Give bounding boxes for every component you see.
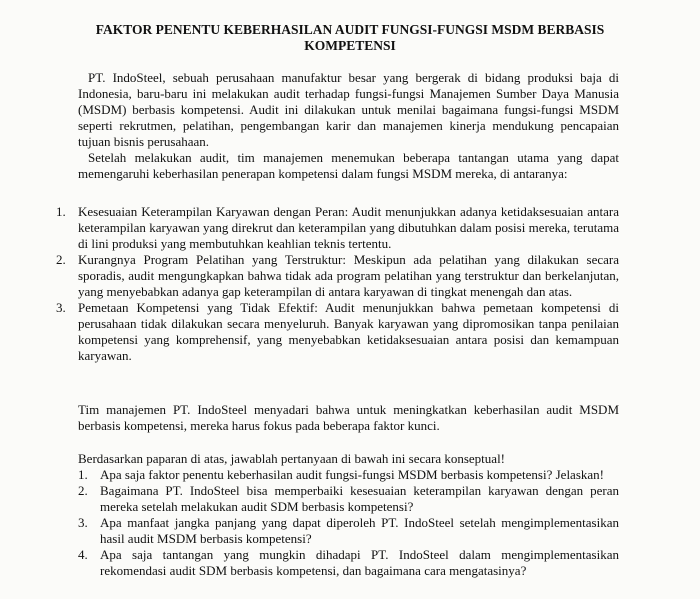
question-text: Bagaimana PT. IndoSteel bisa memperbaiki kesesuaian keterampilan karyawan dengan peran mereka setelah melakukan audit SDM berbasis kompetensi? — [100, 483, 619, 514]
list-item — [78, 547, 619, 579]
audit-paragraph: Setelah melakukan audit, tim manajemen menemukan beberapa tantangan utama yang dapat memengaruhi keberhasilan penerapan kompetensi dalam fungsi MSDM mereka, di antaranya: — [78, 150, 619, 181]
question-text: Apa saja faktor penentu keberhasilan audit fungsi-fungsi MSDM berbasis kompetensi? Jelaskan! — [100, 467, 604, 482]
question-number: 2. — [78, 483, 88, 498]
intro-paragraph: PT. IndoSteel, sebuah perusahaan manufaktur besar yang bergerak di bidang produksi baja di Indonesia, baru-baru ini melakukan audit terhadap fungsi-fungsi Manajemen Sumber Daya Manusia (MSDM) berbasis kompetensi. Audit ini dilakukan untuk menilai bagaimana fungsi-fungsi MSDM seperti rekrutmen, pelatihan, pengembangan karir dan manajemen kinerja mendukung pencapaian tujuan bisnis perusahaan. — [78, 70, 619, 149]
question-number: 1. — [78, 467, 88, 482]
challenge-text: Pemetaan Kompetensi yang Tidak Efektif: Audit menunjukkan bahwa pemetaan kompetensi di perusahaan tidak dilakukan secara menyeluruh. Banyak karyawan yang dipromosikan tanpa penilaian kompetensi yang komprehensif, yang menyebabkan ketidaksesuaian antara posisi dan kemampuan karyawan. — [78, 300, 619, 363]
challenges-list — [56, 204, 619, 364]
list-item — [56, 252, 619, 300]
list-item — [78, 515, 619, 547]
question-text: Apa manfaat jangka panjang yang dapat diperoleh PT. IndoSteel setelah mengimplementasikan hasil audit MSDM berbasis kompetensi? — [100, 515, 619, 546]
question-number: 3. — [78, 515, 88, 530]
list-item — [78, 467, 619, 483]
question-text: Apa saja tantangan yang mungkin dihadapi PT. IndoSteel dalam mengimplementasikan rekomendasi audit SDM berbasis kompetensi, dan bagaimana cara mengatasinya? — [100, 547, 619, 578]
question-number: 4. — [78, 547, 88, 562]
challenge-number: 3. — [56, 300, 66, 315]
management-paragraph: Tim manajemen PT. IndoSteel menyadari bahwa untuk meningkatkan keberhasilan audit MSDM berbasis kompetensi, mereka harus fokus pada beberapa faktor kunci. — [78, 402, 619, 433]
challenge-number: 2. — [56, 252, 66, 267]
list-item — [78, 483, 619, 515]
challenge-number: 1. — [56, 204, 66, 219]
document-title: FAKTOR PENENTU KEBERHASILAN AUDIT FUNGSI-FUNGSI MSDM BERBASIS KOMPETENSI — [95, 22, 605, 53]
questions-list — [78, 467, 619, 579]
list-item — [56, 300, 619, 364]
questions-intro: Berdasarkan paparan di atas, jawablah pertanyaan di bawah ini secara konseptual! — [78, 451, 506, 466]
challenge-text: Kesesuaian Keterampilan Karyawan dengan Peran: Audit menunjukkan adanya ketidaksesuaian antara keterampilan karyawan yang direkrut dan keterampilan yang dibutuhkan dalam posisi mereka, terutama di lini produksi yang membutuhkan keahlian teknis tertentu. — [78, 204, 619, 251]
challenge-text: Kurangnya Program Pelatihan yang Terstruktur: Meskipun ada pelatihan yang dilakukan secara sporadis, audit mengungkapkan bahwa tidak ada program pelatihan yang terstruktur dan berkelanjutan, yang menyebabkan adanya gap keterampilan di antara karyawan di tingkat menengah dan atas. — [78, 252, 619, 299]
list-item — [56, 204, 619, 252]
